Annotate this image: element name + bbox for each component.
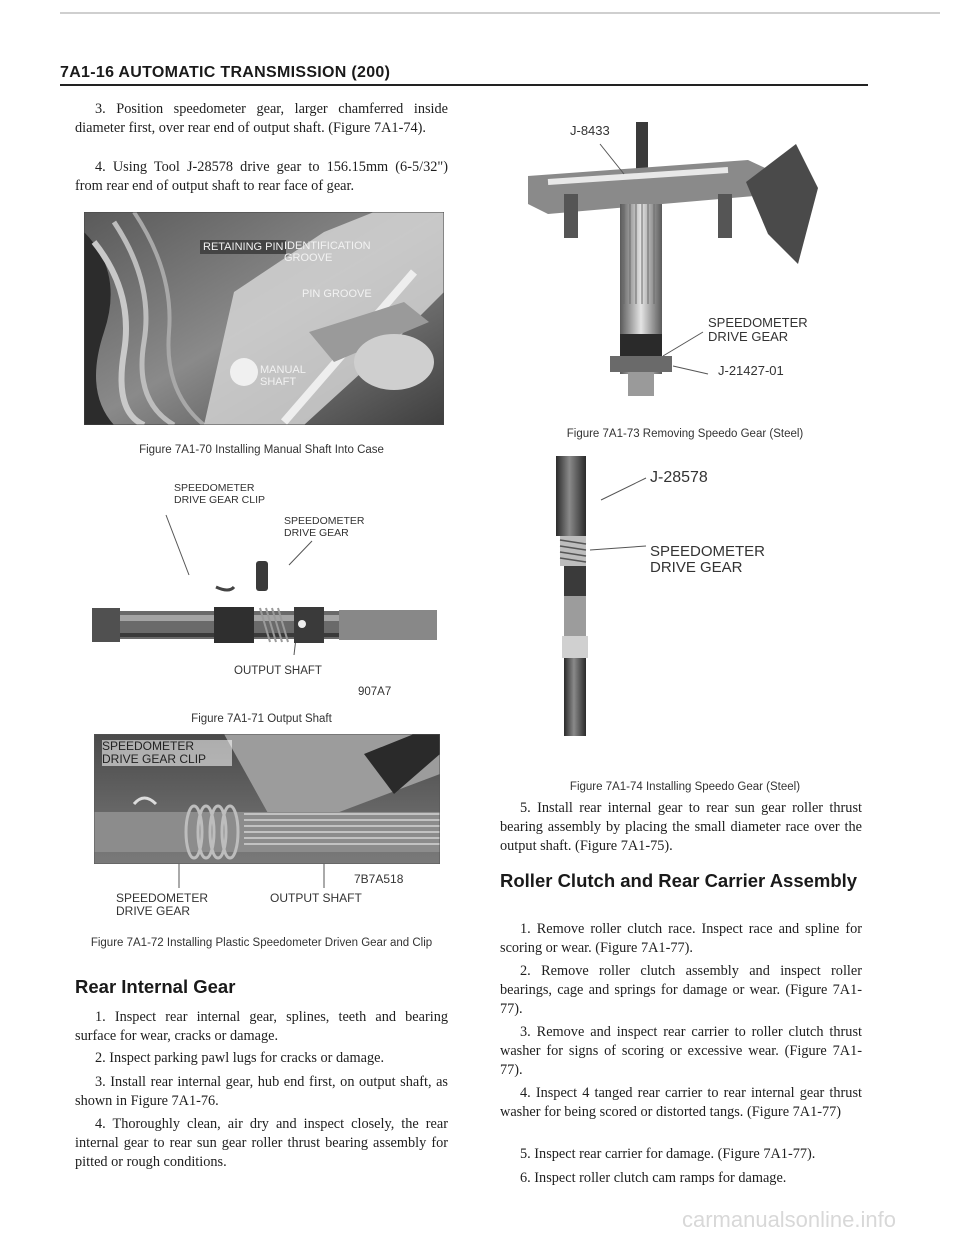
label-71-code: 907A7 [358, 686, 392, 698]
rc-step-6: 6. Inspect roller clutch cam ramps for damage. [520, 1170, 787, 1186]
figure-71-diagram [84, 475, 448, 703]
label-72-code: 7B7A518 [354, 872, 404, 886]
label-72-drive-gear: SPEEDOMETER DRIVE GEAR [116, 891, 209, 918]
figure-74-photo [546, 456, 866, 746]
label-identification-groove: IDENTIFICATION GROOVE [284, 240, 371, 264]
figure-71-caption: Figure 7A1-71 Output Shaft [191, 713, 332, 725]
label-pin-groove: PIN GROOVE [302, 288, 372, 300]
step-3-paragraph: 3. Position speedometer gear, larger chamferred inside diameter first, over rear end of output shaft. (Figure 7A1-74). [75, 101, 448, 136]
label-74-tool: J-28578 [650, 469, 708, 486]
rc-step-1: 1. Remove roller clutch race. Inspect race and spline for scoring or wear. (Figure 7A1-77). [500, 921, 862, 956]
label-73-tool2: J-21427-01 [718, 363, 784, 378]
figure-74-caption: Figure 7A1-74 Installing Speedo Gear (Steel) [569, 781, 801, 793]
footer-watermark: carmanualsonline.info [681, 1207, 896, 1232]
rig-step-4: 4. Thoroughly clean, air dry and inspect closely, the rear internal gear to rear sun gear roller thrust bearing assembly for pitted or rough conditions. [75, 1116, 448, 1170]
label-retaining-pin: RETAINING PIN [200, 240, 286, 254]
heading-rear-internal-gear: Rear Internal Gear [75, 976, 236, 997]
label-74-drive-gear: SPEEDOMETER DRIVE GEAR [650, 543, 766, 576]
figure-72-caption: Figure 7A1-72 Installing Plastic Speedometer Driven Gear and Clip [90, 937, 433, 949]
header-rule [60, 84, 868, 86]
figure-70-photo [84, 212, 444, 425]
label-71-output-shaft: OUTPUT SHAFT [234, 665, 322, 677]
heading-roller-clutch: Roller Clutch and Rear Carrier Assembly [500, 870, 858, 891]
rig-step-3: 3. Install rear internal gear, hub end first, on output shaft, as shown in Figure 7A1-76. [75, 1074, 448, 1109]
rig-step-1: 1. Inspect rear internal gear, splines, teeth and bearing surface for wear, cracks or damage. [75, 1009, 448, 1044]
label-72-output-shaft: OUTPUT SHAFT [270, 891, 362, 905]
label-73-tool1: J-8433 [570, 123, 610, 138]
rig-step-2: 2. Inspect parking pawl lugs for cracks or damage. [95, 1050, 385, 1066]
label-manual-shaft: MANUAL SHAFT [260, 364, 306, 388]
label-73-drive-gear: SPEEDOMETER DRIVE GEAR [708, 315, 808, 344]
top-rule [60, 12, 940, 14]
label-71-gear-clip-text: SPEEDOMETER DRIVE GEAR CLIP [174, 482, 266, 506]
figure-73-caption: Figure 7A1-73 Removing Speedo Gear (Steel) [566, 428, 804, 440]
rc-step-5: 5. Inspect rear carrier for damage. (Figure 7A1-77). [520, 1146, 816, 1162]
figure-73-photo [528, 104, 868, 414]
label-71-drive-gear: SPEEDOMETER DRIVE GEAR [284, 515, 365, 539]
figure-72-photo [94, 734, 440, 864]
step-5-paragraph: 5. Install rear internal gear to rear sun gear roller thrust bearing assembly by placing the small diameter race over the output shaft. (Figure 7A1-75). [500, 800, 862, 854]
figure-72-labels [84, 864, 448, 924]
rc-step-4: 4. Inspect 4 tanged rear carrier to rear internal gear thrust washer for being scored or distorted tangs. (Figure 7A1-77) [500, 1085, 862, 1120]
rc-step-3: 3. Remove and inspect rear carrier to roller clutch thrust washer for signs of scoring or excessive wear. (Figure 7A1-77). [500, 1024, 862, 1078]
page-header: 7A1-16 AUTOMATIC TRANSMISSION (200) [60, 64, 391, 81]
step-4-paragraph: 4. Using Tool J-28578 drive gear to 156.15mm (6-5/32") from rear end of output shaft to rear face of gear. [75, 159, 448, 194]
rc-step-2: 2. Remove roller clutch assembly and inspect roller bearings, cage and springs for damage or wear. (Figure 7A1-77). [500, 963, 862, 1017]
label-72-gear-clip: SPEEDOMETER DRIVE GEAR CLIP [102, 740, 232, 766]
figure-70-caption: Figure 7A1-70 Installing Manual Shaft Into Case [139, 444, 384, 456]
label-71-gear-clip [174, 482, 286, 506]
